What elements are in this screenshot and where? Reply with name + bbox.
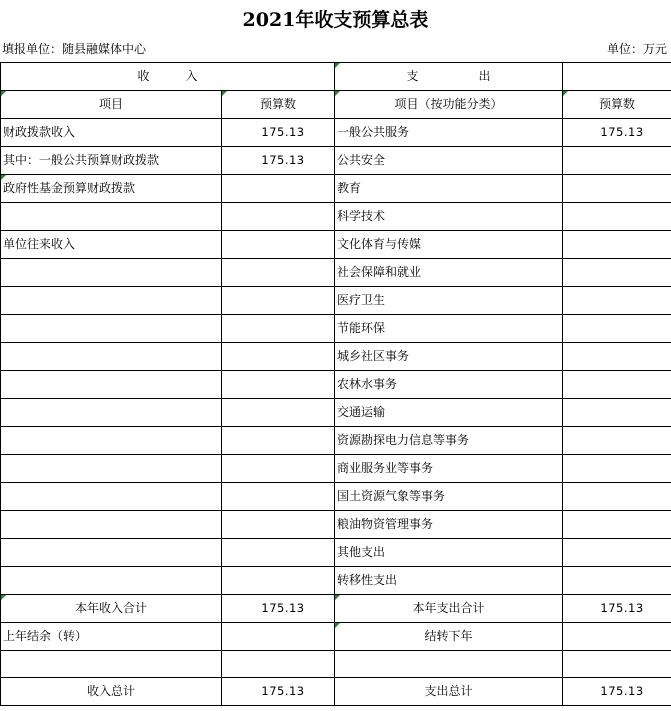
expense-budget-cell xyxy=(563,259,671,287)
income-budget-cell xyxy=(222,287,335,315)
income-total-value: 175.13 xyxy=(222,678,335,706)
income-item-cell xyxy=(1,511,222,539)
expense-item-cell: 国土资源气象等事务 xyxy=(335,483,563,511)
expense-item-cell: 城乡社区事务 xyxy=(335,343,563,371)
expense-budget-cell xyxy=(563,455,671,483)
table-row xyxy=(1,371,671,399)
expense-total-label: 支出总计 xyxy=(335,678,563,706)
expense-budget-cell xyxy=(563,343,671,371)
carry-over-value xyxy=(563,623,671,651)
fill-unit-label: 填报单位：随县融媒体中心 xyxy=(2,42,147,56)
prev-balance-label: 上年结余（转） xyxy=(1,623,222,651)
income-budget-cell: 175.13 xyxy=(222,147,335,175)
table-row xyxy=(1,287,671,315)
table-row xyxy=(1,511,671,539)
expense-budget-cell xyxy=(563,287,671,315)
expense-item-cell: 一般公共服务 xyxy=(335,119,563,147)
table-row xyxy=(1,343,671,371)
income-budget-cell xyxy=(222,175,335,203)
expense-budget-cell xyxy=(563,511,671,539)
expense-budget-cell: 175.13 xyxy=(563,119,671,147)
expense-budget-cell xyxy=(563,539,671,567)
income-budget-cell xyxy=(222,231,335,259)
expense-budget-cell xyxy=(563,483,671,511)
table-row xyxy=(1,483,671,511)
income-item-cell: 单位往来收入 xyxy=(1,231,222,259)
income-budget-cell xyxy=(222,567,335,595)
blank-row xyxy=(1,651,671,678)
year-income-value: 175.13 xyxy=(222,595,335,623)
expense-item-cell: 其他支出 xyxy=(335,539,563,567)
income-item-cell xyxy=(1,259,222,287)
income-budget-cell xyxy=(222,483,335,511)
table-row xyxy=(1,539,671,567)
income-budget-cell: 175.13 xyxy=(222,119,335,147)
income-budget-header: 预算数 xyxy=(222,91,335,119)
income-item-cell xyxy=(1,399,222,427)
income-item-cell xyxy=(1,371,222,399)
income-item-cell xyxy=(1,483,222,511)
income-item-cell: 财政拨款收入 xyxy=(1,119,222,147)
expense-budget-cell xyxy=(563,371,671,399)
blank-cell xyxy=(1,651,222,678)
income-budget-cell xyxy=(222,315,335,343)
expense-item-cell: 社会保障和就业 xyxy=(335,259,563,287)
income-item-cell xyxy=(1,455,222,483)
expense-budget-cell xyxy=(563,567,671,595)
income-item-cell xyxy=(1,287,222,315)
table-row xyxy=(1,175,671,203)
income-total-label: 收入总计 xyxy=(1,678,222,706)
budget-summary-table xyxy=(0,62,671,706)
expense-item-cell: 商业服务业等事务 xyxy=(335,455,563,483)
income-budget-cell xyxy=(222,427,335,455)
table-row xyxy=(1,259,671,287)
balance-row xyxy=(1,623,671,651)
expense-item-cell: 科学技术 xyxy=(335,203,563,231)
year-expense-label: 本年支出合计 xyxy=(335,595,563,623)
expense-item-cell: 转移性支出 xyxy=(335,567,563,595)
expense-budget-cell xyxy=(563,231,671,259)
income-budget-cell xyxy=(222,455,335,483)
prev-balance-value xyxy=(222,623,335,651)
income-budget-cell xyxy=(222,343,335,371)
table-row xyxy=(1,231,671,259)
expense-header: 支 出 xyxy=(335,63,563,91)
expense-item-header: 项目（按功能分类） xyxy=(335,91,563,119)
blank-cell xyxy=(222,651,335,678)
income-item-cell xyxy=(1,343,222,371)
table-row xyxy=(1,427,671,455)
expense-item-cell: 资源勘探电力信息等事务 xyxy=(335,427,563,455)
header-row-group xyxy=(1,63,671,91)
unit-label: 单位：万元 xyxy=(606,42,667,56)
income-header: 收 入 xyxy=(1,63,335,91)
income-budget-cell xyxy=(222,259,335,287)
income-item-cell xyxy=(1,539,222,567)
income-budget-cell xyxy=(222,539,335,567)
expense-item-cell: 文化体育与传媒 xyxy=(335,231,563,259)
income-item-cell xyxy=(1,203,222,231)
expense-budget-cell xyxy=(563,147,671,175)
income-item-cell: 政府性基金预算财政拨款 xyxy=(1,175,222,203)
table-row xyxy=(1,147,671,175)
table-row xyxy=(1,315,671,343)
table-title: 2021年收支预算总表 xyxy=(242,9,429,31)
year-income-label: 本年收入合计 xyxy=(1,595,222,623)
expense-budget-cell xyxy=(563,315,671,343)
table-row xyxy=(1,455,671,483)
income-item-cell xyxy=(1,427,222,455)
expense-budget-cell xyxy=(563,427,671,455)
year-expense-value: 175.13 xyxy=(563,595,671,623)
expense-item-cell: 医疗卫生 xyxy=(335,287,563,315)
income-budget-cell xyxy=(222,399,335,427)
header-row-columns xyxy=(1,91,671,119)
income-budget-cell xyxy=(222,511,335,539)
table-row xyxy=(1,399,671,427)
expense-item-cell: 节能环保 xyxy=(335,315,563,343)
year-total-row xyxy=(1,595,671,623)
income-budget-cell xyxy=(222,203,335,231)
table-row xyxy=(1,119,671,147)
expense-budget-cell xyxy=(563,175,671,203)
expense-item-cell: 粮油物资管理事务 xyxy=(335,511,563,539)
expense-item-cell: 农林水事务 xyxy=(335,371,563,399)
expense-item-cell: 交通运输 xyxy=(335,399,563,427)
carry-over-label: 结转下年 xyxy=(335,623,563,651)
expense-item-cell: 公共安全 xyxy=(335,147,563,175)
income-item-cell xyxy=(1,567,222,595)
grand-total-row xyxy=(1,678,671,706)
blank-cell xyxy=(563,651,671,678)
income-budget-cell xyxy=(222,371,335,399)
expense-item-cell: 教育 xyxy=(335,175,563,203)
income-item-header: 项目 xyxy=(1,91,222,119)
expense-header-blank xyxy=(563,63,671,91)
table-row xyxy=(1,567,671,595)
income-item-cell: 其中：一般公共预算财政拨款 xyxy=(1,147,222,175)
expense-budget-header: 预算数 xyxy=(563,91,671,119)
table-row xyxy=(1,203,671,231)
blank-cell xyxy=(335,651,563,678)
income-item-cell xyxy=(1,315,222,343)
expense-budget-cell xyxy=(563,399,671,427)
expense-total-value: 175.13 xyxy=(563,678,671,706)
expense-budget-cell xyxy=(563,203,671,231)
